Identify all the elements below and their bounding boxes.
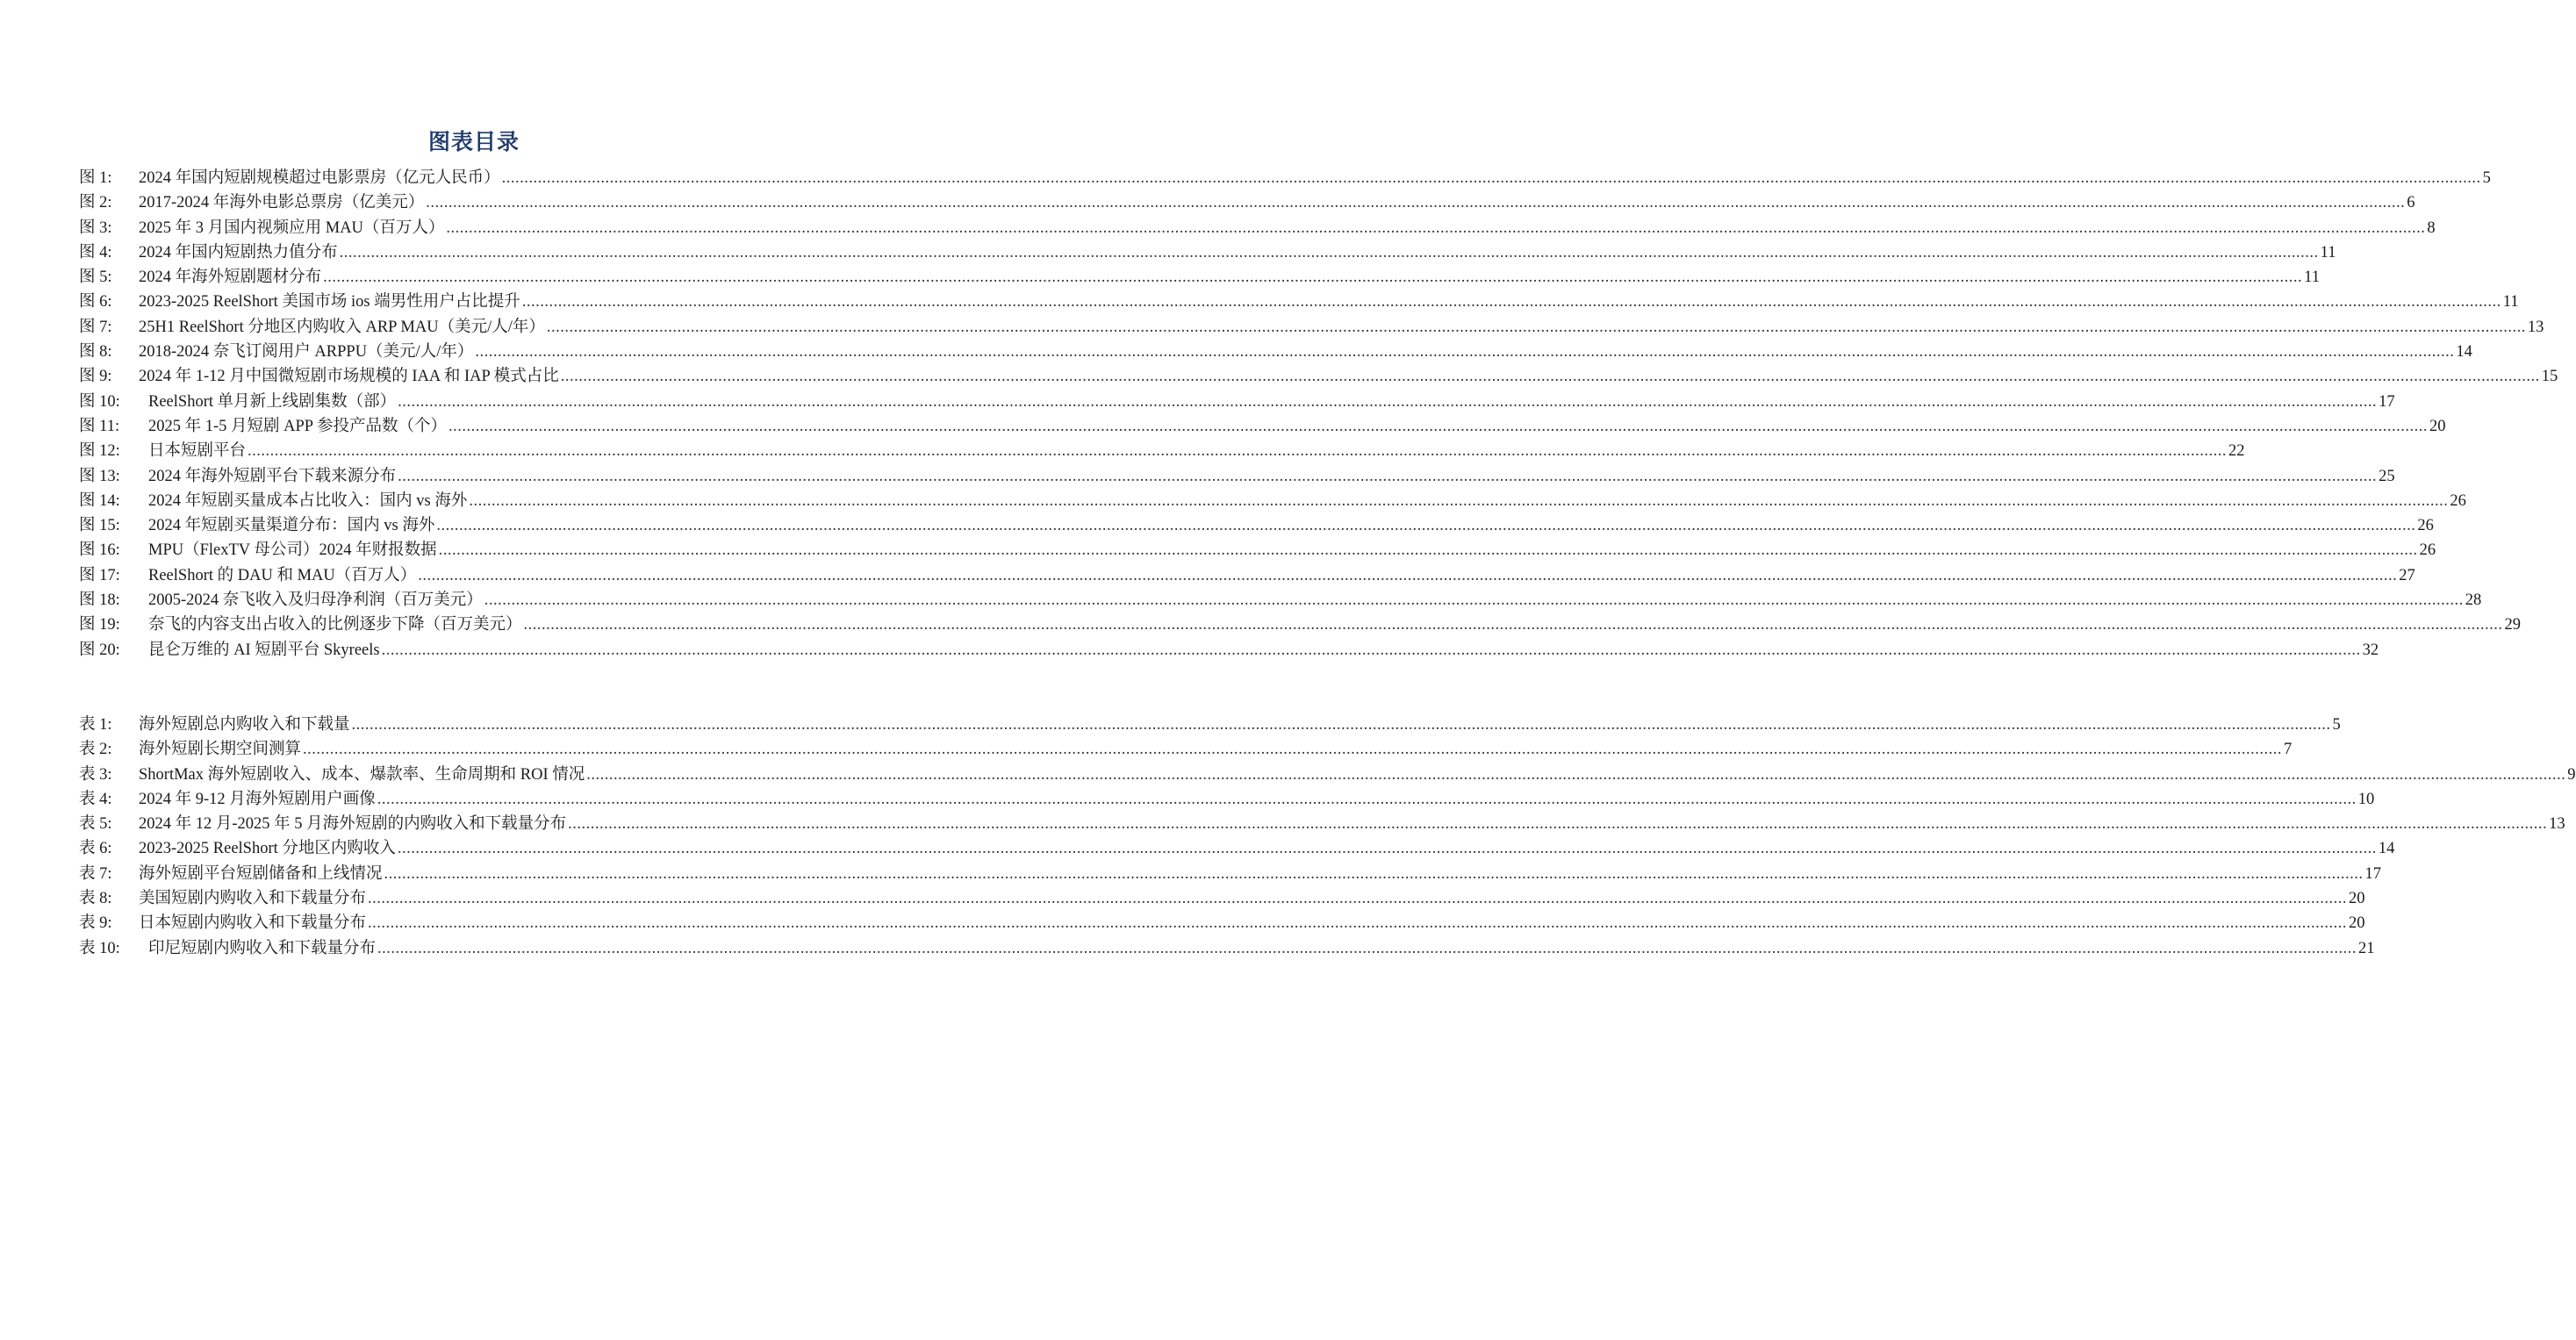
figure-toc-entry[interactable]: [79, 215, 2436, 240]
figure-page-number: 20: [2429, 417, 2446, 435]
figure-toc-entry[interactable]: [79, 165, 2491, 190]
figure-page-number: 8: [2427, 219, 2436, 237]
table-toc-entry[interactable]: [79, 811, 2565, 835]
table-page-number: 5: [2332, 716, 2341, 734]
dot-leader: [586, 766, 2565, 785]
figure-toc-entry[interactable]: [79, 339, 2472, 363]
table-title: ShortMax 海外短剧收入、成本、爆款率、生命周期和 ROI 情况: [139, 765, 585, 784]
table-title: 海外短剧总内购收入和下载量: [139, 716, 350, 734]
dot-leader: [448, 418, 2428, 436]
dot-leader: [368, 914, 2347, 933]
table-number: 表 9:: [79, 914, 112, 933]
figure-page-number: 27: [2399, 566, 2415, 584]
figure-toc-entry[interactable]: [79, 563, 2415, 587]
figure-page-number: 11: [2320, 243, 2336, 262]
table-title: 2024 年 9-12 月海外短剧用户画像: [139, 790, 376, 808]
figure-title: 2024 年 1-12 月中国微短剧市场规模的 IAA 和 IAP 模式占比: [139, 368, 559, 386]
table-number: 表 4:: [79, 790, 112, 808]
figure-number: 图 2:: [79, 194, 112, 212]
figure-page-number: 5: [2482, 169, 2491, 187]
table-number: 表 8:: [79, 890, 112, 908]
dot-leader: [384, 865, 2364, 884]
figure-title: 2024 年短剧买量成本占比收入：国内 vs 海外: [148, 491, 468, 510]
figure-number: 图 18:: [79, 591, 120, 610]
figure-page-number: 17: [2379, 392, 2395, 411]
figure-page-number: 32: [2362, 641, 2379, 659]
figure-title: 2023-2025 ReelShort 美国市场 ios 端男性用户占比提升: [139, 293, 520, 312]
figure-number: 图 13:: [79, 467, 120, 485]
dot-leader: [248, 442, 2227, 461]
figure-toc-entry[interactable]: [79, 240, 2336, 264]
table-title: 美国短剧内购收入和下载量分布: [139, 890, 367, 908]
figure-toc-entry[interactable]: [79, 537, 2436, 562]
table-page-number: 9: [2567, 765, 2576, 784]
table-toc-entry[interactable]: [79, 762, 2576, 786]
figure-toc-entry[interactable]: [79, 488, 2466, 512]
dot-leader: [377, 940, 2357, 958]
table-title: 印尼短剧内购收入和下载量分布: [148, 939, 377, 957]
figure-number: 图 8:: [79, 343, 112, 362]
dot-leader: [352, 716, 2331, 734]
dot-leader: [426, 194, 2405, 212]
dot-leader: [303, 741, 2282, 759]
table-title: 海外短剧长期空间测算: [139, 741, 302, 759]
figure-page-number: 22: [2228, 442, 2245, 461]
figure-title: MPU（FlexTV 母公司）2024 年财报数据: [148, 541, 437, 560]
figure-page-number: 13: [2527, 318, 2544, 336]
table-toc-entry[interactable]: [79, 786, 2375, 811]
figure-number: 图 6:: [79, 293, 112, 312]
figure-number: 图 9:: [79, 368, 112, 386]
table-number: 表 1:: [79, 716, 112, 734]
figure-title: 2024 年国内短剧热力值分布: [139, 243, 338, 262]
figure-number: 图 7:: [79, 318, 112, 336]
figure-number: 图 16:: [79, 541, 120, 560]
table-title: 日本短剧内购收入和下载量分布: [139, 914, 367, 933]
figure-page-number: 26: [2419, 541, 2436, 560]
figure-toc-entry[interactable]: [79, 512, 2434, 537]
figure-number: 图 12:: [79, 442, 120, 461]
figure-number: 图 17:: [79, 566, 120, 584]
figure-toc-entry[interactable]: [79, 389, 2395, 413]
figure-number: 图 5:: [79, 269, 112, 287]
dot-leader: [522, 293, 2501, 312]
table-page-number: 14: [2378, 840, 2395, 858]
dot-leader: [484, 591, 2464, 610]
figure-toc-entry[interactable]: [79, 463, 2395, 488]
table-number: 表 2:: [79, 741, 112, 759]
dot-leader: [568, 815, 2547, 834]
table-page-number: 10: [2357, 790, 2375, 808]
figure-title: ReelShort 的 DAU 和 MAU（百万人）: [148, 566, 417, 584]
table-toc-entry[interactable]: [79, 910, 2365, 935]
dot-leader: [323, 269, 2302, 287]
figure-title: ReelShort 单月新上线剧集数（部）: [148, 392, 397, 411]
figure-page-number: 29: [2504, 616, 2522, 634]
dot-leader: [446, 219, 2425, 238]
figure-number: 图 14:: [79, 491, 120, 510]
figure-toc-entry[interactable]: [79, 363, 2558, 388]
figure-number: 图 4:: [79, 243, 112, 262]
figure-title: 25H1 ReelShort 分地区内购收入 ARP MAU（美元/人/年）: [139, 318, 545, 336]
figure-toc-entry[interactable]: [79, 289, 2519, 313]
figure-title: 2025 年 1-5 月短剧 APP 参投产品数（个）: [148, 417, 448, 435]
dot-leader: [398, 393, 2377, 412]
table-number: 表 5:: [79, 815, 112, 834]
dot-leader: [561, 368, 2540, 386]
figure-toc-entry[interactable]: [79, 438, 2245, 462]
figure-title: 2017-2024 年海外电影总票房（亿美元）: [139, 194, 425, 212]
dot-leader: [524, 616, 2503, 634]
table-title: 2024 年 12 月-2025 年 5 月海外短剧的内购收入和下载量分布: [139, 815, 567, 834]
figure-title: 2024 年海外短剧平台下载来源分布: [148, 467, 397, 485]
figure-number: 图 19:: [79, 616, 120, 634]
table-toc-entry[interactable]: [79, 835, 2395, 860]
figure-title: 奈飞的内容支出占收入的比例逐步下降（百万美元）: [148, 616, 522, 634]
table-toc-entry[interactable]: [79, 861, 2382, 885]
table-toc-entry[interactable]: [79, 712, 2341, 736]
figure-number: 图 10:: [79, 392, 120, 411]
table-number: 表 3:: [79, 765, 112, 784]
dot-leader: [398, 840, 2377, 858]
figure-page-number: 6: [2407, 194, 2415, 212]
figure-title: 2024 年国内短剧规模超过电影票房（亿元人民币）: [139, 169, 500, 187]
figure-number: 图 1:: [79, 169, 112, 187]
figure-toc-entry[interactable]: [79, 190, 2415, 214]
dot-leader: [368, 890, 2347, 908]
figure-title: 2005-2024 奈飞收入及归母净利润（百万美元）: [148, 591, 483, 610]
figure-toc-entry[interactable]: [79, 314, 2544, 339]
figure-page-number: 28: [2465, 591, 2482, 610]
table-page-number: 21: [2358, 939, 2375, 957]
figure-title: 2024 年海外短剧题材分布: [139, 269, 322, 287]
figure-toc-entry[interactable]: [79, 612, 2522, 636]
figure-title: 2024 年短剧买量渠道分布：国内 vs 海外: [148, 517, 435, 535]
table-page-number: 20: [2349, 890, 2365, 908]
figure-page-number: 25: [2379, 467, 2395, 485]
dot-leader: [469, 492, 2448, 511]
figure-toc-entry[interactable]: [79, 413, 2446, 438]
figure-toc-entry[interactable]: [79, 264, 2320, 289]
table-number: 表 7:: [79, 864, 112, 883]
page-title: 图表目录: [427, 129, 520, 154]
table-toc-entry[interactable]: [79, 885, 2365, 910]
dot-leader: [439, 541, 2418, 560]
table-number: 表 10:: [79, 939, 120, 957]
dot-leader: [436, 517, 2415, 535]
table-toc-entry[interactable]: [79, 736, 2293, 761]
figure-page-number: 26: [2417, 517, 2434, 535]
figure-page-number: 11: [2502, 293, 2519, 312]
table-page-number: 13: [2549, 815, 2565, 834]
table-toc-entry[interactable]: [79, 935, 2375, 960]
figure-page-number: 26: [2450, 491, 2466, 510]
figure-number: 图 15:: [79, 517, 120, 535]
figure-number: 图 20:: [79, 641, 120, 659]
figure-title: 2025 年 3 月国内视频应用 MAU（百万人）: [139, 219, 445, 237]
figures-toc-list: [79, 165, 2558, 662]
table-page-number: 20: [2349, 914, 2365, 933]
tables-toc-list: [79, 712, 2576, 960]
dot-leader: [340, 244, 2319, 262]
dot-leader: [475, 343, 2454, 362]
figure-title: 2018-2024 奈飞订阅用户 ARPPU（美元/人/年）: [139, 343, 474, 362]
figure-toc-entry[interactable]: [79, 637, 2379, 662]
figure-title: 昆仑万维的 AI 短剧平台 Skyreels: [148, 641, 380, 659]
figure-title: 日本短剧平台: [148, 442, 247, 461]
figure-page-number: 14: [2456, 343, 2472, 362]
figure-toc-entry[interactable]: [79, 587, 2482, 612]
dot-leader: [547, 319, 2526, 337]
figure-number: 图 3:: [79, 219, 112, 237]
table-title: 海外短剧平台短剧储备和上线情况: [139, 864, 383, 883]
dot-leader: [382, 641, 2361, 660]
dot-leader: [398, 468, 2377, 486]
dot-leader: [377, 791, 2357, 809]
figure-page-number: 15: [2541, 368, 2558, 386]
table-title: 2023-2025 ReelShort 分地区内购收入: [139, 840, 396, 858]
table-page-number: 17: [2364, 864, 2382, 883]
figure-number: 图 11:: [79, 417, 120, 435]
dot-leader: [502, 169, 2481, 188]
table-page-number: 7: [2284, 741, 2293, 759]
figure-page-number: 11: [2304, 269, 2320, 287]
dot-leader: [418, 567, 2397, 585]
table-number: 表 6:: [79, 840, 112, 858]
